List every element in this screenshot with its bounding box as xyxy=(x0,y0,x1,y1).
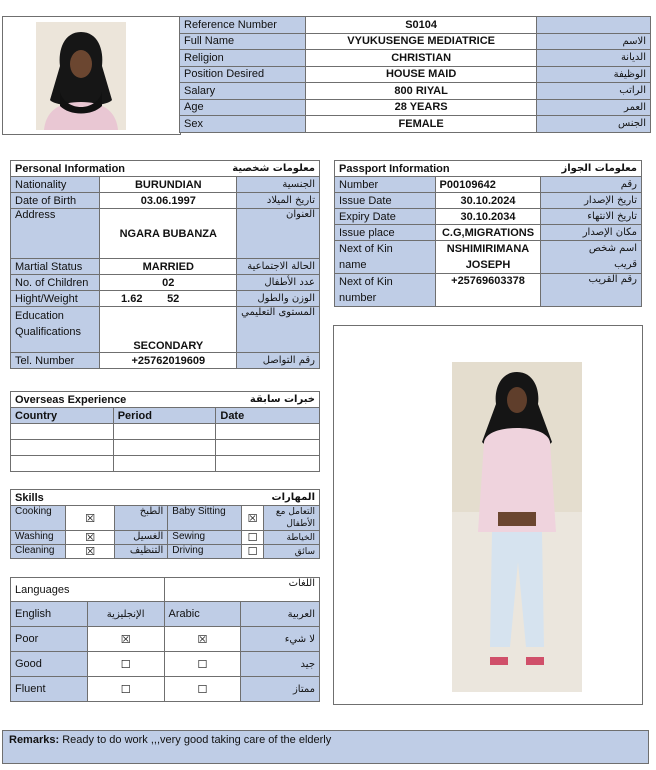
arabic-checkbox[interactable]: ☒ xyxy=(164,627,241,652)
header-row: Position Desired HOUSE MAID الوظيفة xyxy=(180,66,651,83)
language-level-row: Good ☐ ☐ جيد xyxy=(11,652,320,677)
col-date: Date xyxy=(216,408,320,424)
expiry-date-label: Expiry Date xyxy=(335,209,436,225)
marital-value: MARRIED xyxy=(100,259,237,275)
arabic-label: Arabic xyxy=(164,602,241,627)
header-label: Full Name xyxy=(180,33,306,50)
nationality-value: BURUNDIAN xyxy=(100,177,237,193)
expiry-date-value: 30.10.2034 xyxy=(435,209,541,225)
header-label: Age xyxy=(180,99,306,116)
table-row xyxy=(11,424,320,440)
header-value: VYUKUSENGE MEDIATRICE xyxy=(305,33,537,50)
skill-label: Driving xyxy=(168,545,242,559)
header-value: S0104 xyxy=(305,17,537,34)
kin-number-label: Next of Kin number xyxy=(335,274,436,307)
skill-row: Washing ☒ الغسيل Sewing ☐ الخياطة xyxy=(11,531,320,545)
address-label: Address xyxy=(11,209,100,259)
dob-value: 03.06.1997 xyxy=(100,193,237,209)
skill-row: Cleaning ☒ التنظيف Driving ☐ سائق xyxy=(11,545,320,559)
header-row xyxy=(180,17,651,34)
skill-label: Cleaning xyxy=(11,545,66,559)
education-label: Education Qualifications xyxy=(11,307,100,353)
skill-checkbox[interactable]: ☐ xyxy=(242,545,264,559)
nationality-label: Nationality xyxy=(11,177,100,193)
header-label: Sex xyxy=(180,116,306,133)
skill-checkbox[interactable]: ☒ xyxy=(65,531,115,545)
language-level-row: Fluent ☐ ☐ ممتاز xyxy=(11,677,320,702)
dob-label: Date of Birth xyxy=(11,193,100,209)
header-photo-frame xyxy=(2,16,181,135)
col-country: Country xyxy=(11,408,114,424)
passport-number-value: P00109642 xyxy=(435,177,541,193)
children-label: No. of Children xyxy=(11,275,100,291)
skill-label: Sewing xyxy=(168,531,242,545)
header-label: Salary xyxy=(180,83,306,100)
overseas-experience-table xyxy=(10,391,320,472)
header-row: Full Name VYUKUSENGE MEDIATRICE الاسم xyxy=(180,33,651,50)
english-checkbox[interactable]: ☐ xyxy=(87,677,164,702)
weight-value: 52 xyxy=(163,291,237,307)
col-period: Period xyxy=(113,408,216,424)
issue-date-value: 30.10.2024 xyxy=(435,193,541,209)
header-value: 28 YEARS xyxy=(305,99,537,116)
passport-number-label: Number xyxy=(335,177,436,193)
header-row: Sex FEMALE الجنس xyxy=(180,116,651,133)
header-row: Salary 800 RIYAL الراتب xyxy=(180,83,651,100)
language-level-row: Poor ☒ ☒ لا شيء xyxy=(11,627,320,652)
skill-label: Baby Sitting xyxy=(168,506,242,531)
issue-place-value: C.G,MIGRATIONS xyxy=(435,225,541,241)
kin-name-value: NSHIMIRIMANA JOSEPH xyxy=(435,241,541,274)
header-value: CHRISTIAN xyxy=(305,50,537,67)
arabic-checkbox[interactable]: ☐ xyxy=(164,677,241,702)
header-value: HOUSE MAID xyxy=(305,66,537,83)
level-label: Fluent xyxy=(11,677,88,702)
personal-info-table: Personal Information معلومات شخصية Nationality BURUNDIAN الجنسية Date of Birth 03.06.1997 تاريخ الميلاد Address NGARA BUBANZA العنوان Martial Status MARRIED الحالة الاجتماعية No. of Children 02 عدد الأطفال Hight/Weight 1.62 52 الوزن والطول Education Qualifications SECONDARY المستوى التعليمي Tel. Number +25762019609 رقم التواصل xyxy=(10,160,320,369)
remarks-box xyxy=(2,730,649,764)
issue-date-label: Issue Date xyxy=(335,193,436,209)
languages-table: Languages اللغات English الإنجليزية Arabic العربية Poor ☒ ☒ لا شيء Good ☐ ☐ جيد Fluent ☐ ☐ ممتاز xyxy=(10,577,320,702)
skill-checkbox[interactable]: ☒ xyxy=(65,545,115,559)
personal-info-header: Personal Information معلومات شخصية xyxy=(11,161,320,177)
header-table xyxy=(179,16,651,133)
table-row xyxy=(11,440,320,456)
passport-info-header: Passport Information معلومات الجواز xyxy=(335,161,642,177)
skill-label: Cooking xyxy=(11,506,66,531)
header-label: Religion xyxy=(180,50,306,67)
skills-header: Skills المهارات xyxy=(11,490,320,506)
full-body-photo xyxy=(452,362,582,692)
address-value: NGARA BUBANZA xyxy=(100,209,237,259)
header-row: Age 28 YEARS العمر xyxy=(180,99,651,116)
arabic-checkbox[interactable]: ☐ xyxy=(164,652,241,677)
children-value: 02 xyxy=(100,275,237,291)
header-label: Reference Number xyxy=(180,17,306,34)
english-checkbox[interactable]: ☐ xyxy=(87,652,164,677)
education-value: SECONDARY xyxy=(100,307,237,353)
marital-label: Martial Status xyxy=(11,259,100,275)
header-label: Position Desired xyxy=(180,66,306,83)
passport-info-table: Passport Information معلومات الجواز Number P00109642 رقم Issue Date 30.10.2024 تاريخ الإصدار Expiry Date 30.10.2034 تاريخ الانتهاء Issue place C.G,MIGRATIONS مكان الإصدار Next of Kin name NSHIMIRIMANA JOSEPH اسم شخص قريب Next of Kin number +25769603378 رقم القريب xyxy=(334,160,642,307)
skill-label: Washing xyxy=(11,531,66,545)
english-checkbox[interactable]: ☒ xyxy=(87,627,164,652)
height-value: 1.62 xyxy=(100,291,163,307)
tel-value: +25762019609 xyxy=(100,353,237,369)
languages-title: Languages xyxy=(11,578,165,602)
skill-row: Cooking ☒ الطبخ Baby Sitting ☒ التعامل مع الأطفال xyxy=(11,506,320,531)
header-value: 800 RIYAL xyxy=(305,83,537,100)
level-label: Good xyxy=(11,652,88,677)
portrait-photo xyxy=(36,22,126,130)
kin-name-label: Next of Kin name xyxy=(335,241,436,274)
full-photo-frame xyxy=(333,325,643,705)
overseas-header: Overseas Experience خبرات سابقة xyxy=(11,392,320,408)
remarks-text: Ready to do work ,,,very good taking care of the elderly xyxy=(59,734,332,746)
skill-checkbox[interactable]: ☐ xyxy=(242,531,264,545)
header-value: FEMALE xyxy=(305,116,537,133)
level-label: Poor xyxy=(11,627,88,652)
english-label: English xyxy=(11,602,88,627)
table-row xyxy=(11,456,320,472)
height-weight-label: Hight/Weight xyxy=(11,291,100,307)
issue-place-label: Issue place xyxy=(335,225,436,241)
skill-checkbox[interactable]: ☒ xyxy=(65,506,115,531)
skill-checkbox[interactable]: ☒ xyxy=(242,506,264,531)
header-row: Religion CHRISTIAN الديانة xyxy=(180,50,651,67)
remarks-label: Remarks: xyxy=(9,734,60,746)
kin-number-value: +25769603378 xyxy=(435,274,541,307)
tel-label: Tel. Number xyxy=(11,353,100,369)
skills-table xyxy=(10,489,320,559)
